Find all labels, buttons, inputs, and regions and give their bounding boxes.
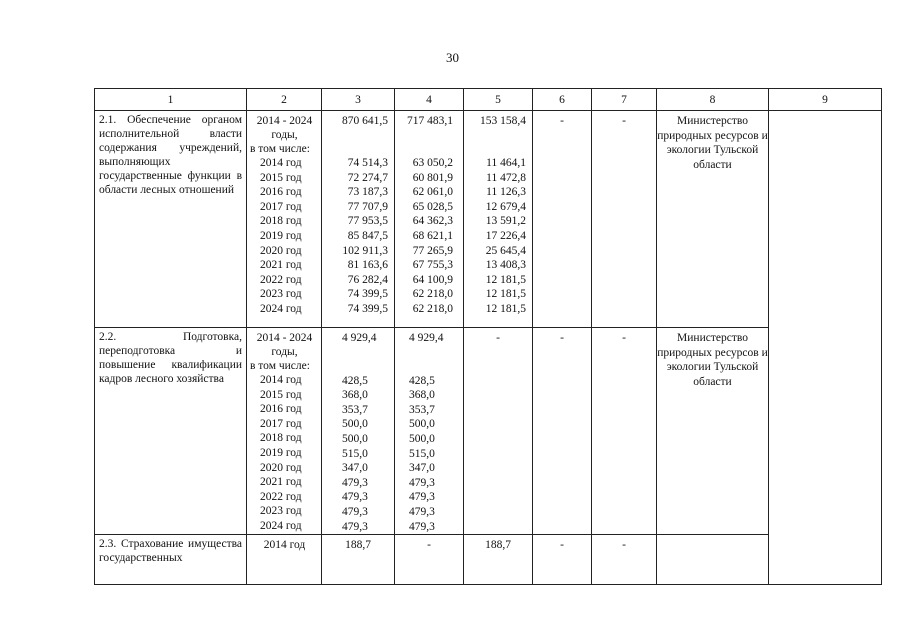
period-range: 2014 - 2024 годы, bbox=[256, 115, 313, 141]
budget-table bbox=[94, 88, 882, 585]
yearly-value: 353,7 bbox=[342, 403, 368, 416]
year-label: 2015 год bbox=[260, 171, 302, 184]
year-label: 2016 год bbox=[260, 403, 302, 416]
executor-cell: Министерство природных ресурсов и экологии Тульской области bbox=[657, 328, 769, 535]
period-cell bbox=[247, 535, 322, 585]
yearly-value: 368,0 bbox=[409, 389, 435, 402]
yearly-value: 500,0 bbox=[409, 432, 435, 445]
yearly-value: 77 953,5 bbox=[347, 215, 388, 228]
regional-budget-cell bbox=[395, 328, 464, 535]
column-6-cell: - bbox=[533, 328, 592, 535]
yearly-value: 479,3 bbox=[409, 491, 435, 504]
federal-budget-cell: 188,7 bbox=[464, 535, 533, 585]
table-row bbox=[95, 535, 882, 585]
yearly-value: 353,7 bbox=[409, 403, 435, 416]
year-list bbox=[250, 373, 319, 534]
yearly-value: 479,3 bbox=[342, 505, 368, 518]
measure-name: 2.2. Подготовка, переподготовка и повышение квалификации кадров лесного хозяйства bbox=[95, 328, 247, 535]
yearly-value: 60 801,9 bbox=[412, 171, 453, 184]
page-number: 30 bbox=[446, 50, 459, 65]
period-cell bbox=[247, 111, 322, 328]
yearly-value: 13 408,3 bbox=[485, 259, 526, 272]
header-cell: 4 bbox=[395, 89, 464, 111]
yearly-value: 479,3 bbox=[409, 476, 435, 489]
yearly-value: 12 181,5 bbox=[485, 288, 526, 301]
yearly-value: 479,3 bbox=[342, 520, 368, 533]
yearly-value: 77 707,9 bbox=[347, 200, 388, 213]
yearly-value: 479,3 bbox=[342, 476, 368, 489]
year-label: 2017 год bbox=[260, 200, 302, 213]
yearly-value: 428,5 bbox=[409, 374, 435, 387]
yearly-value: 64 362,3 bbox=[412, 215, 453, 228]
executor-cell bbox=[657, 535, 769, 585]
yearly-value: 67 755,3 bbox=[412, 259, 453, 272]
total-value: 4 929,4 bbox=[342, 332, 377, 344]
yearly-value: 479,3 bbox=[342, 491, 368, 504]
header-cell: 5 bbox=[464, 89, 533, 111]
yearly-value: 428,5 bbox=[342, 374, 368, 387]
measure-name: 2.3. Страхование имущества государственных bbox=[95, 535, 247, 585]
yearly-value: 12 679,4 bbox=[485, 200, 526, 213]
yearly-value: 76 282,4 bbox=[347, 273, 388, 286]
yearly-value: 11 472,8 bbox=[486, 171, 526, 184]
yearly-value: 12 181,5 bbox=[485, 273, 526, 286]
year-label: 2022 год bbox=[260, 273, 302, 286]
yearly-value: 515,0 bbox=[409, 447, 435, 460]
yearly-values bbox=[322, 374, 394, 535]
yearly-value: 500,0 bbox=[342, 432, 368, 445]
year-list bbox=[250, 156, 319, 317]
year-label: 2023 год bbox=[260, 505, 302, 518]
yearly-value: 11 464,1 bbox=[486, 157, 526, 169]
yearly-value: 72 274,7 bbox=[347, 171, 388, 184]
year-label: 2023 год bbox=[260, 288, 302, 301]
regional-budget-cell: - bbox=[395, 535, 464, 585]
year-label: 2024 год bbox=[260, 519, 302, 532]
year-label: 2019 год bbox=[260, 446, 302, 459]
year-label: 2020 год bbox=[260, 461, 302, 474]
column-6-cell: - bbox=[533, 111, 592, 328]
yearly-value: 62 218,0 bbox=[412, 288, 453, 301]
yearly-value: 515,0 bbox=[342, 447, 368, 460]
header-cell: 7 bbox=[592, 89, 657, 111]
yearly-value: 62 218,0 bbox=[412, 302, 453, 315]
table-row bbox=[95, 111, 882, 328]
header-cell: 9 bbox=[769, 89, 882, 111]
year-label: 2018 год bbox=[260, 432, 302, 445]
yearly-value: 62 061,0 bbox=[412, 186, 453, 199]
yearly-values bbox=[464, 156, 532, 317]
year-label: 2015 год bbox=[260, 388, 302, 401]
year-label: 2021 год bbox=[260, 259, 302, 272]
period-range: 2014 год bbox=[263, 539, 306, 552]
yearly-value: 368,0 bbox=[342, 389, 368, 402]
header-row bbox=[95, 89, 882, 111]
header-cell: 3 bbox=[322, 89, 395, 111]
column-7-cell: - bbox=[592, 111, 657, 328]
yearly-value: 102 911,3 bbox=[342, 244, 388, 257]
yearly-value: 347,0 bbox=[409, 462, 435, 475]
period-cell bbox=[247, 328, 322, 535]
yearly-value: 63 050,2 bbox=[412, 157, 453, 169]
federal-budget-cell bbox=[464, 111, 533, 328]
yearly-value: 77 265,9 bbox=[412, 244, 453, 257]
column-7-cell: - bbox=[592, 535, 657, 585]
yearly-value: 479,3 bbox=[409, 520, 435, 533]
header-cell: 1 bbox=[95, 89, 247, 111]
header-cell: 8 bbox=[657, 89, 769, 111]
year-label: 2014 год bbox=[260, 374, 302, 386]
total-value: 870 641,5 bbox=[342, 115, 388, 127]
total-value: 153 158,4 bbox=[480, 115, 526, 127]
total-funding-cell: 188,7 bbox=[322, 535, 395, 585]
total-funding-cell bbox=[322, 111, 395, 328]
measure-name: 2.1. Обеспечение органом исполнительной власти содержания учреждений, выполняющих государственные функции в области лесных отношений bbox=[95, 111, 247, 328]
yearly-value: 347,0 bbox=[342, 462, 368, 475]
yearly-values bbox=[322, 156, 394, 317]
yearly-value: 74 399,5 bbox=[347, 302, 388, 315]
year-label: 2020 год bbox=[260, 244, 302, 257]
yearly-values bbox=[395, 374, 463, 535]
year-label: 2014 год bbox=[260, 157, 302, 169]
year-label: 2019 год bbox=[260, 229, 302, 242]
year-label: 2016 год bbox=[260, 186, 302, 199]
table-row bbox=[95, 328, 882, 535]
yearly-value: 479,3 bbox=[409, 505, 435, 518]
total-value: 4 929,4 bbox=[409, 332, 444, 344]
yearly-value: 65 028,5 bbox=[412, 200, 453, 213]
year-label: 2018 год bbox=[260, 215, 302, 228]
yearly-value: 13 591,2 bbox=[485, 215, 526, 228]
yearly-value: 64 100,9 bbox=[412, 273, 453, 286]
federal-budget-cell: - bbox=[464, 328, 533, 535]
total-funding-cell bbox=[322, 328, 395, 535]
regional-budget-cell bbox=[395, 111, 464, 328]
header-cell: 2 bbox=[247, 89, 322, 111]
total-value: 717 483,1 bbox=[407, 115, 453, 127]
header-cell: 6 bbox=[533, 89, 592, 111]
yearly-value: 74 399,5 bbox=[347, 288, 388, 301]
yearly-value: 85 847,5 bbox=[347, 229, 388, 242]
executor-cell: Министерство природных ресурсов и экологии Тульской области bbox=[657, 111, 769, 328]
yearly-value: 500,0 bbox=[342, 418, 368, 431]
yearly-value: 11 126,3 bbox=[486, 186, 526, 199]
column-7-cell: - bbox=[592, 328, 657, 535]
yearly-value: 81 163,6 bbox=[347, 259, 388, 272]
period-range: 2014 - 2024 годы, bbox=[256, 332, 313, 358]
yearly-value: 25 645,4 bbox=[485, 244, 526, 257]
including-label: в том числе: bbox=[250, 143, 310, 155]
yearly-value: 500,0 bbox=[409, 418, 435, 431]
yearly-value: 73 187,3 bbox=[347, 186, 388, 199]
including-label: в том числе: bbox=[250, 360, 310, 372]
year-label: 2024 год bbox=[260, 302, 302, 315]
yearly-value: 74 514,3 bbox=[347, 157, 388, 169]
yearly-value: 17 226,4 bbox=[485, 229, 526, 242]
column-9-cell bbox=[769, 111, 882, 585]
yearly-value: 12 181,5 bbox=[485, 302, 526, 315]
year-label: 2021 год bbox=[260, 476, 302, 489]
yearly-value: 68 621,1 bbox=[412, 229, 453, 242]
yearly-values bbox=[395, 156, 463, 317]
year-label: 2017 год bbox=[260, 417, 302, 430]
year-label: 2022 год bbox=[260, 490, 302, 503]
column-6-cell: - bbox=[533, 535, 592, 585]
